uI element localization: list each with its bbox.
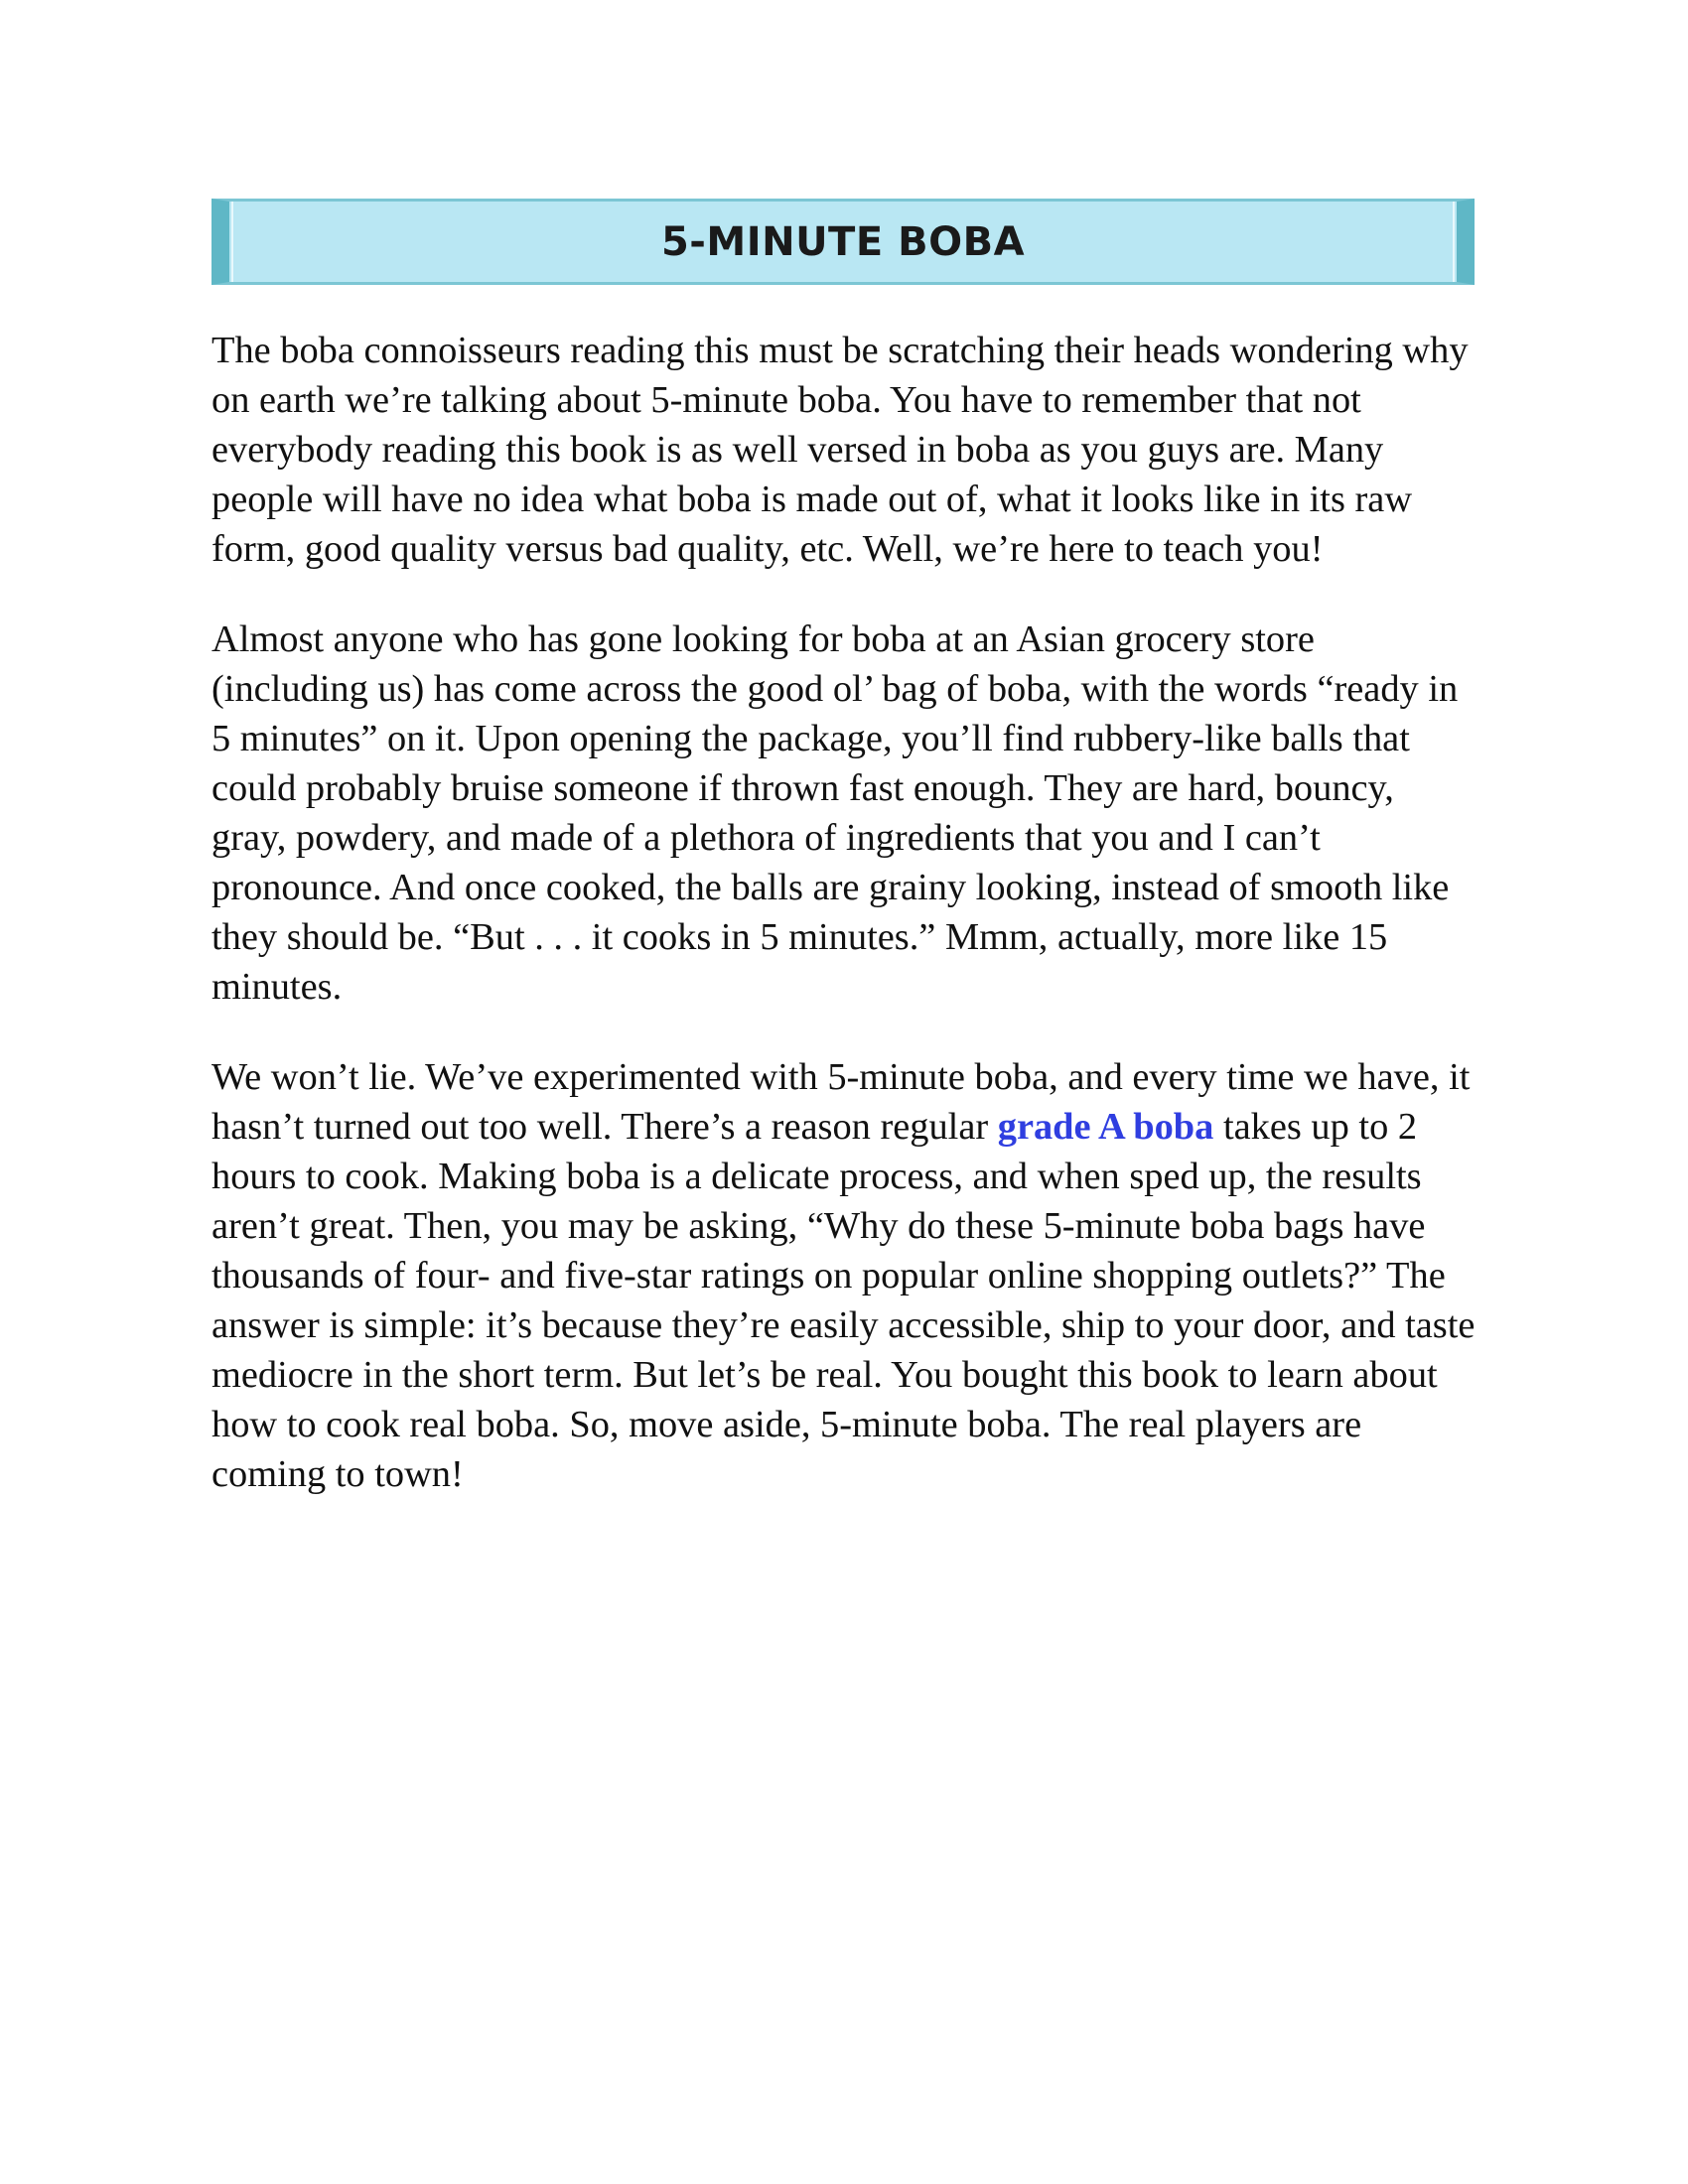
- paragraph-3-text-after-link: takes up to 2 hours to cook. Making boba is a delicate process, and when sped up, the results aren’t great. Then, you may be asking, “Why do these 5-minute boba bags have thousands of four- and five-star ratings on popular online shopping outlets?” The answer is simple: it’s because they’re easily accessible, ship to your door, and taste mediocre in the short term. But let’s be real. You bought this book to learn about how to cook real boba. So, move aside, 5-minute boba. The real players are coming to town!: [211, 1106, 1476, 1495]
- title-banner: [211, 199, 1475, 285]
- paragraph-3: [211, 1052, 1477, 1499]
- paragraph-3-text-before-link: We won’t lie. We’ve experimented with 5-minute boba, and every time we have, it hasn’t turned out too well. There’s a reason regular: [211, 1056, 1471, 1148]
- paragraph-2: Almost anyone who has gone looking for boba at an Asian grocery store (including us) has come across the good ol’ bag of boba, with the words “ready in 5 minutes” on it. Upon opening the package, you’ll find rubbery-like balls that could probably bruise someone if thrown fast enough. They are hard, bouncy, gray, powdery, and made of a plethora of ingredients that you and I can’t pronounce. And once cooked, the balls are grainy looking, instead of smooth like they should be. “But . . . it cooks in 5 minutes.” Mmm, actually, more like 15 minutes.: [211, 618, 1459, 1008]
- page-title: 5-MINUTE BOBA: [660, 218, 1026, 265]
- body-text: [211, 326, 1477, 1540]
- paragraph-1: The boba connoisseurs reading this must be scratching their heads wondering why on earth we’re talking about 5-minute boba. You have to remember that not everybody reading this book is as well versed in boba as you guys are. Many people will have no idea what boba is made out of, what it looks like in its raw form, good quality versus bad quality, etc. Well, we’re here to teach you!: [211, 330, 1469, 570]
- grade-a-boba-link[interactable]: grade A boba: [997, 1106, 1214, 1148]
